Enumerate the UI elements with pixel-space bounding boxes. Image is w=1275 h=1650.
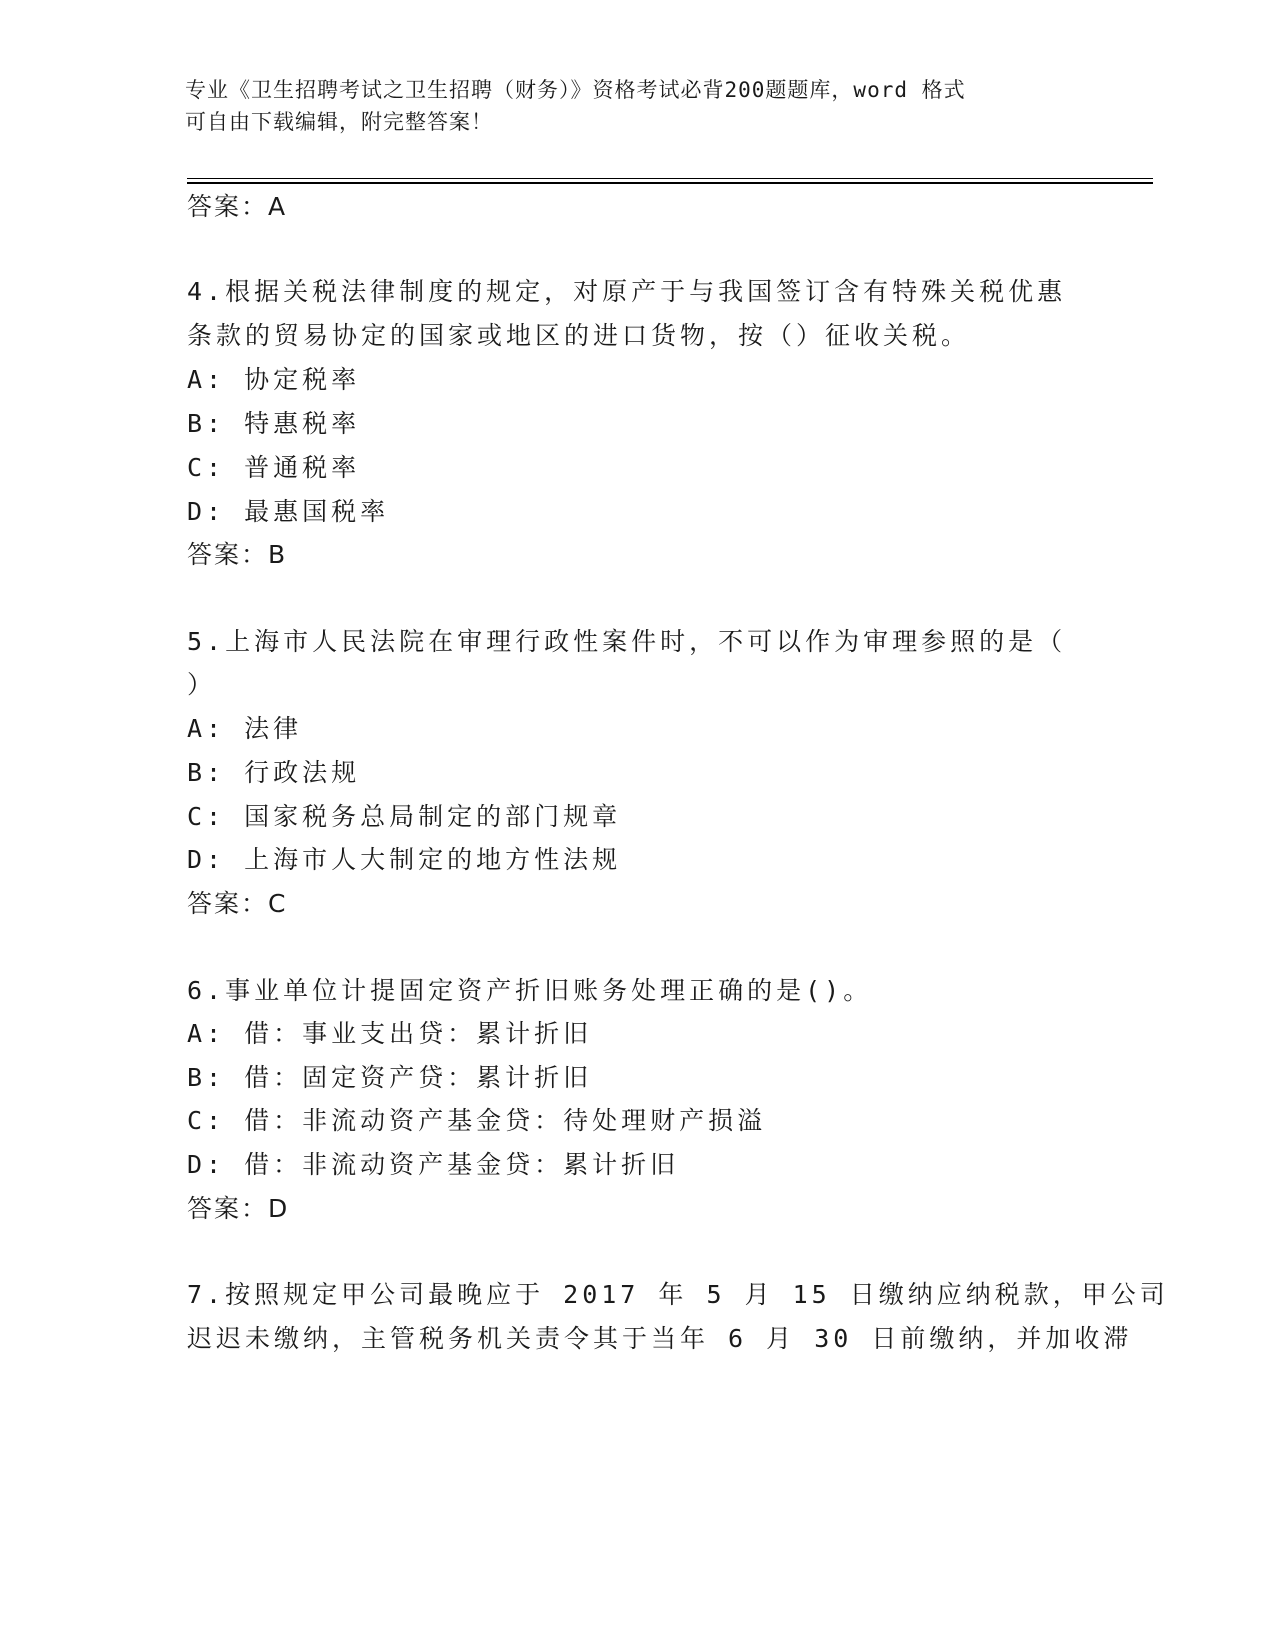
question-4-line-1: 4.根据关税法律制度的规定，对原产于与我国签订含有特殊关税优惠 [187, 277, 1067, 306]
header-rule-thin [187, 178, 1153, 179]
header-line-1: 专业《卫生招聘考试之卫生招聘（财务）》资格考试必背200题题库，word 格式 [185, 78, 966, 102]
answer-4: 答案：B [187, 540, 288, 569]
question-5-option-d: D: 上海市人大制定的地方性法规 [187, 845, 622, 874]
question-7-line-1: 7.按照规定甲公司最晚应于 2017 年 5 月 15 日缴纳应纳税款，甲公司 [187, 1280, 1169, 1309]
question-7-line-2: 迟迟未缴纳，主管税务机关责令其于当年 6 月 30 日前缴纳，并加收滞 [187, 1324, 1133, 1353]
question-6-option-b: B: 借：固定资产贷：累计折旧 [187, 1063, 593, 1092]
question-4-line-2: 条款的贸易协定的国家或地区的进口货物，按（）征收关税。 [187, 321, 971, 350]
answer-3: 答案：A [187, 192, 288, 221]
question-5-option-a: A: 法律 [187, 714, 303, 743]
question-6-option-a: A: 借：事业支出贷：累计折旧 [187, 1019, 593, 1048]
question-5-option-c: C: 国家税务总局制定的部门规章 [187, 802, 622, 831]
question-5-option-b: B: 行政法规 [187, 758, 361, 787]
header-line-2: 可自由下载编辑，附完整答案！ [185, 110, 493, 134]
answer-6: 答案：D [187, 1194, 290, 1223]
question-4-option-d: D: 最惠国税率 [187, 497, 390, 526]
header-rule-thick [187, 182, 1153, 184]
document-header [185, 74, 1065, 138]
question-6-line-1: 6.事业单位计提固定资产折旧账务处理正确的是()。 [187, 976, 873, 1005]
question-4-option-a: A: 协定税率 [187, 365, 361, 394]
question-5-line-1: 5.上海市人民法院在审理行政性案件时，不可以作为审理参照的是（ [187, 627, 1067, 656]
question-4-option-b: B: 特惠税率 [187, 409, 361, 438]
question-6-option-d: D: 借：非流动资产基金贷：累计折旧 [187, 1150, 680, 1179]
question-5-line-2: ） [187, 670, 217, 699]
answer-5: 答案：C [187, 889, 288, 918]
question-6-option-c: C: 借：非流动资产基金贷：待处理财产损溢 [187, 1106, 767, 1135]
question-4-option-c: C: 普通税率 [187, 453, 361, 482]
